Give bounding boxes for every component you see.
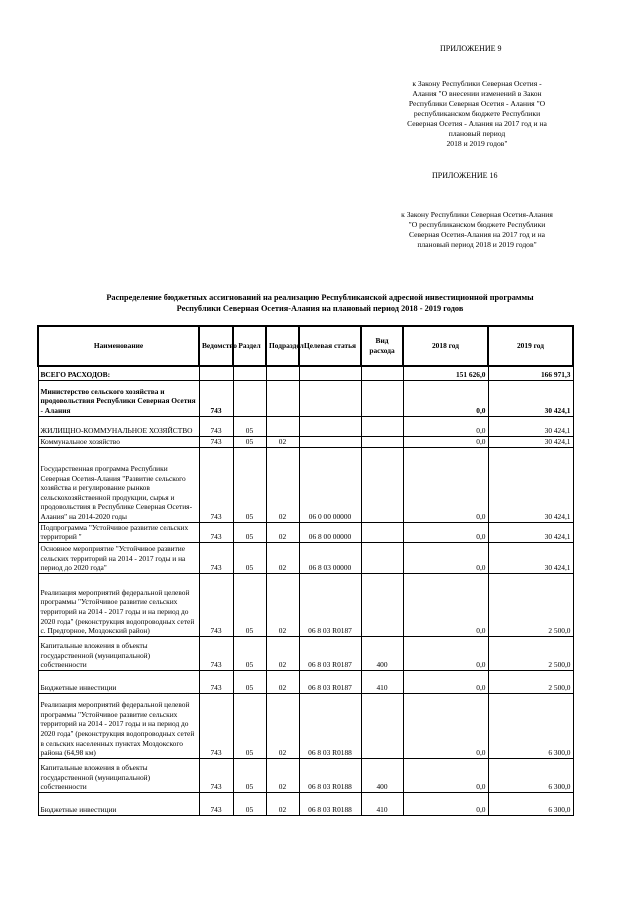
cell-y2018: 0,0 [403, 693, 488, 758]
cell-podrazdel: 02 [266, 542, 299, 573]
cell-y2019: 6 300,0 [488, 758, 573, 792]
cell-y2019: 6 300,0 [488, 693, 573, 758]
cell-ved: 743 [199, 636, 233, 670]
cell-y2018: 0,0 [403, 542, 488, 573]
cell-statya [299, 436, 361, 447]
appendix-9-text: к Закону Республики Северная Осетия - Алания "О внесении изменений в Закон Республики Северная Осетия - Алания "О республиканском бюджете Республики Северная Осетия - Алания на 2017 год и на плановый период 2018 и 2019 годов" [407, 79, 547, 148]
cell-ved: 743 [199, 693, 233, 758]
cell-statya: 06 8 00 00000 [299, 522, 361, 542]
cell-y2019: 30 424,1 [488, 416, 573, 436]
cell-name: Бюджетные инвестиции [38, 670, 199, 693]
cell-name: ЖИЛИЩНО-КОММУНАЛЬНОЕ ХОЗЯЙСТВО [38, 416, 199, 436]
cell-statya: 06 8 03 R0187 [299, 636, 361, 670]
cell-ved: 743 [199, 758, 233, 792]
document-title-line2: Республики Северная Осетия-Алания на плановый период 2018 - 2019 годов [176, 304, 464, 313]
table-row [38, 792, 573, 815]
cell-podrazdel: 02 [266, 573, 299, 636]
cell-name: Коммунальное хозяйство [38, 436, 199, 447]
cell-podrazdel [266, 416, 299, 436]
cell-ved: 743 [199, 573, 233, 636]
cell-statya: 06 8 03 R0188 [299, 792, 361, 815]
cell-razdel: 05 [233, 522, 266, 542]
cell-statya: 06 8 03 R0188 [299, 693, 361, 758]
appendix-9-title: ПРИЛОЖЕНИЕ 9 [440, 44, 502, 53]
cell-name: Бюджетные инвестиции [38, 792, 199, 815]
cell-vid [361, 542, 403, 573]
cell-statya: 06 0 00 00000 [299, 447, 361, 522]
cell-name: Реализация мероприятий федеральной целевой программы "Устойчивое развитие сельских территорий на 2014 - 2017 годы и на период до 2020 года" (реконструкция водопроводных сетей с. Предгорное, Моздокский район) [38, 573, 199, 636]
header-vid: Вид расхода [361, 326, 403, 366]
table-row [38, 447, 573, 522]
document-title-line1: Распределение бюджетных ассигнований на реализацию Республиканской адресной инвестиционной программы [106, 293, 534, 302]
cell-name: ВСЕГО РАСХОДОВ: [38, 366, 199, 380]
cell-name: Капитальные вложения в объекты государственной (муниципальной) собственности [38, 758, 199, 792]
table-header-row [38, 326, 573, 366]
cell-podrazdel: 02 [266, 636, 299, 670]
header-name: Наименование [38, 326, 199, 366]
cell-y2019: 30 424,1 [488, 522, 573, 542]
table-row [38, 436, 573, 447]
cell-razdel: 05 [233, 693, 266, 758]
header-podrazdel: Подраздел [266, 326, 299, 366]
cell-name: Реализация мероприятий федеральной целевой программы "Устойчивое развитие сельских территорий на 2014 - 2017 годы и на период до 2020 года" (реконструкция водопроводных сетей в сельских населенных пунктах Моздокского района (64,98 км) [38, 693, 199, 758]
cell-razdel: 05 [233, 792, 266, 815]
cell-y2018: 151 626,0 [403, 366, 488, 380]
table-row [38, 573, 573, 636]
cell-y2018: 0,0 [403, 447, 488, 522]
table-row [38, 522, 573, 542]
cell-statya [299, 366, 361, 380]
cell-statya [299, 380, 361, 416]
table-row [38, 636, 573, 670]
cell-statya: 06 8 03 R0187 [299, 573, 361, 636]
cell-vid [361, 436, 403, 447]
cell-ved: 743 [199, 436, 233, 447]
cell-razdel [233, 380, 266, 416]
cell-y2018: 0,0 [403, 573, 488, 636]
cell-y2018: 0,0 [403, 436, 488, 447]
cell-ved: 743 [199, 670, 233, 693]
cell-name: Подпрограмма "Устойчивое развитие сельских территорий " [38, 522, 199, 542]
budget-table [37, 325, 574, 816]
cell-statya: 06 8 03 R0188 [299, 758, 361, 792]
cell-vid: 400 [361, 636, 403, 670]
table-row [38, 416, 573, 436]
cell-name: Государственная программа Республики Северная Осетия-Алания "Развитие сельского хозяйства и регулирование рынков сельскохозяйственной продукции, сырья и продовольствия в Республике Северная Осетия-Алания" на 2014-2020 годы [38, 447, 199, 522]
cell-razdel: 05 [233, 758, 266, 792]
cell-podrazdel: 02 [266, 758, 299, 792]
header-statya: Целевая статья [299, 326, 361, 366]
cell-razdel: 05 [233, 573, 266, 636]
cell-razdel: 05 [233, 436, 266, 447]
cell-vid [361, 366, 403, 380]
table-row [38, 693, 573, 758]
cell-y2019: 2 500,0 [488, 573, 573, 636]
cell-y2019: 30 424,1 [488, 380, 573, 416]
cell-y2018: 0,0 [403, 758, 488, 792]
cell-razdel [233, 366, 266, 380]
cell-podrazdel: 02 [266, 670, 299, 693]
cell-statya: 06 8 03 R0187 [299, 670, 361, 693]
cell-y2018: 0,0 [403, 416, 488, 436]
cell-y2019: 6 300,0 [488, 792, 573, 815]
cell-podrazdel: 02 [266, 522, 299, 542]
header-2018: 2018 год [403, 326, 488, 366]
cell-name: Министерство сельского хозяйства и продовольствия Республики Северная Осетия - Алания [38, 380, 199, 416]
table-row [38, 758, 573, 792]
cell-ved: 743 [199, 380, 233, 416]
cell-y2019: 30 424,1 [488, 542, 573, 573]
cell-ved: 743 [199, 522, 233, 542]
cell-podrazdel: 02 [266, 693, 299, 758]
cell-y2019: 166 971,3 [488, 366, 573, 380]
cell-razdel: 05 [233, 670, 266, 693]
cell-y2019: 30 424,1 [488, 436, 573, 447]
cell-vid [361, 693, 403, 758]
cell-y2018: 0,0 [403, 380, 488, 416]
cell-vid [361, 447, 403, 522]
cell-vid [361, 416, 403, 436]
cell-statya: 06 8 03 00000 [299, 542, 361, 573]
cell-name: Основное мероприятие "Устойчивое развитие сельских территорий на 2014 - 2017 годы и на период до 2020 года" [38, 542, 199, 573]
cell-podrazdel: 02 [266, 436, 299, 447]
cell-ved: 743 [199, 542, 233, 573]
cell-ved [199, 366, 233, 380]
table-row [38, 542, 573, 573]
cell-vid: 410 [361, 792, 403, 815]
cell-razdel: 05 [233, 542, 266, 573]
appendix-16-text: к Закону Республики Северная Осетия-Алания "О республиканском бюджете Республики Северная Осетия-Алания на 2017 год и на плановый период 2018 и 2019 годов" [401, 210, 553, 249]
table-row [38, 670, 573, 693]
cell-y2018: 0,0 [403, 792, 488, 815]
cell-podrazdel [266, 366, 299, 380]
header-razdel: Раздел [233, 326, 266, 366]
cell-ved: 743 [199, 447, 233, 522]
header-2019: 2019 год [488, 326, 573, 366]
header-ved: Ведомство [199, 326, 233, 366]
cell-y2018: 0,0 [403, 636, 488, 670]
cell-ved: 743 [199, 792, 233, 815]
cell-razdel: 05 [233, 636, 266, 670]
cell-vid [361, 380, 403, 416]
cell-y2018: 0,0 [403, 522, 488, 542]
appendix-16-title: ПРИЛОЖЕНИЕ 16 [432, 171, 498, 180]
cell-razdel: 05 [233, 447, 266, 522]
cell-vid [361, 573, 403, 636]
cell-podrazdel [266, 380, 299, 416]
table-row [38, 366, 573, 380]
document-title [40, 292, 600, 314]
cell-ved: 743 [199, 416, 233, 436]
cell-vid: 400 [361, 758, 403, 792]
cell-razdel: 05 [233, 416, 266, 436]
cell-vid [361, 522, 403, 542]
cell-podrazdel: 02 [266, 792, 299, 815]
cell-y2019: 2 500,0 [488, 670, 573, 693]
cell-podrazdel: 02 [266, 447, 299, 522]
cell-y2018: 0,0 [403, 670, 488, 693]
cell-y2019: 30 424,1 [488, 447, 573, 522]
cell-y2019: 2 500,0 [488, 636, 573, 670]
cell-vid: 410 [361, 670, 403, 693]
table-row [38, 380, 573, 416]
cell-statya [299, 416, 361, 436]
cell-name: Капитальные вложения в объекты государственной (муниципальной) собственности [38, 636, 199, 670]
